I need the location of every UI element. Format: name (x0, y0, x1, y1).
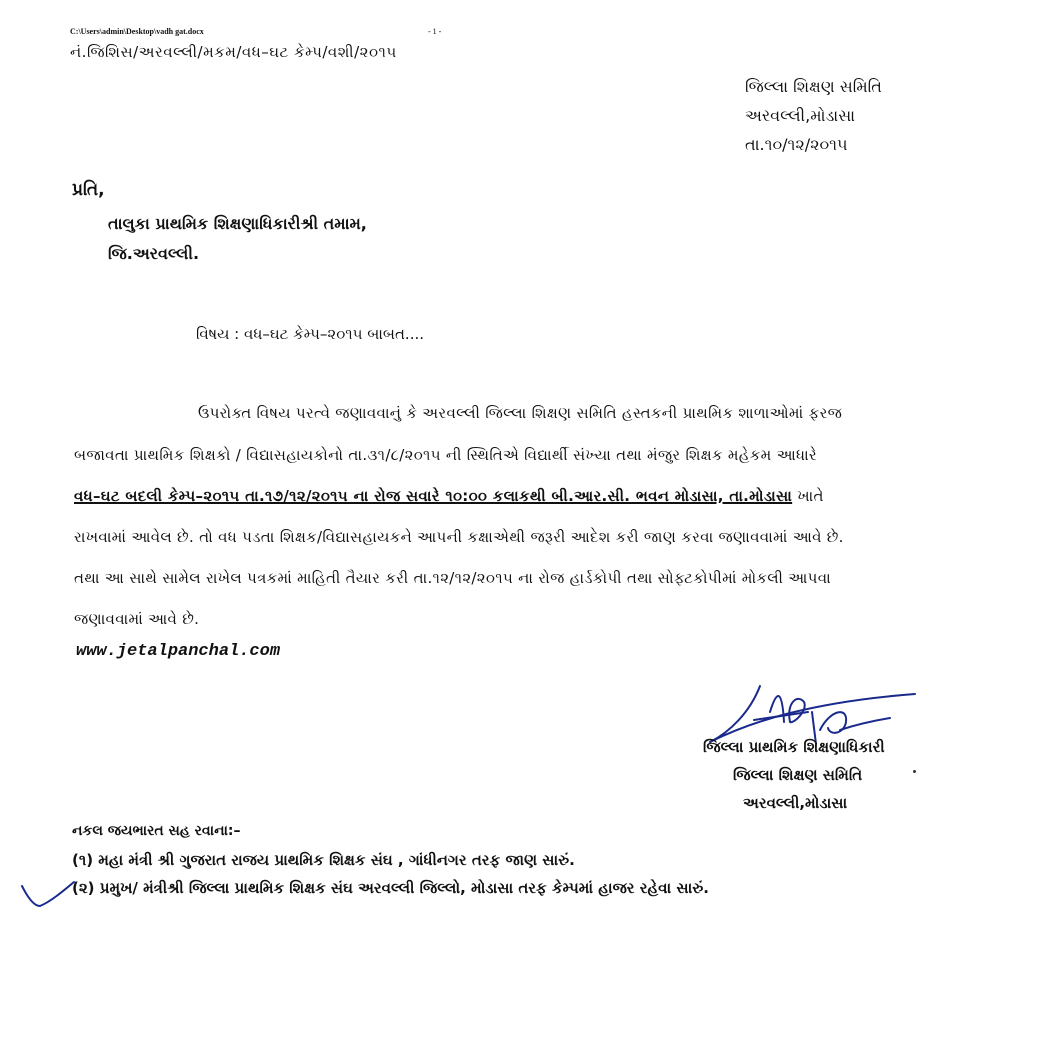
sender-office: જિલ્લા શિક્ષણ સમિતિ (745, 77, 882, 96)
recipient-line-2: જિ.અરવલ્લી. (108, 244, 200, 263)
signatory-place: અરવલ્લી,મોડાસા (743, 794, 848, 812)
sender-place: અરવલ્લી,મોડાસા (745, 106, 856, 125)
body-line-6: જણાવવામાં આવે છે. (74, 610, 200, 628)
signatory-designation: જિલ્લા પ્રાથમિક શિક્ષણાધિકારી (703, 738, 885, 756)
tick-mark-icon (18, 872, 78, 912)
letter-date: તા.૧૦/૧૨/૨૦૧૫ (745, 135, 848, 154)
body-line-4: રાખવામાં આવેલ છે. તો વધ પડતા શિક્ષક/વિદ્યાસહાયકને આપની કક્ષાએથી જરૂરી આદેશ કરી જાણ કરવા જણાવવામાં આવે છે. (74, 528, 844, 546)
letter-subject: વિષય : વધ–ઘટ કેમ્પ–૨૦૧૫ બાબત.... (196, 325, 424, 343)
body-line-3-rest: ખાતે (792, 487, 824, 505)
camp-details-highlight: વધ–ઘટ બદલી કેમ્પ–૨૦૧૫ તા.૧૭/૧૨/૨૦૧૫ ના રોજ સવારે ૧૦:૦૦ કલાકથી બી.આર.સી. ભવન મોડાસા, તા.મોડાસા (74, 487, 793, 505)
body-line-3 (74, 487, 824, 505)
copy-to-item-1: (૧) મહા મંત્રી શ્રી ગુજરાત રાજય પ્રાથમિક શિક્ષક સંઘ , ગાંધીનગર તરફ જાણ સારું. (72, 851, 575, 869)
recipient-line-1: તાલુકા પ્રાથમિક શિક્ષણાધિકારીશ્રી તમામ, (108, 214, 367, 233)
recipient-label: પ્રતિ, (72, 180, 105, 200)
ink-dot (913, 770, 916, 773)
copy-to-item-2: (૨) પ્રમુખ/ મંત્રીશ્રી જિલ્લા પ્રાથમિક શિક્ષક સંઘ અરવલ્લી જિલ્લો, મોડાસા તરફ કેમ્પમાં હાજર રહેવા સારું. (72, 879, 709, 897)
reference-number: નં.જિશિસ/અરવલ્લી/મકમ/વધ–ઘટ કેમ્પ/વશી/૨૦૧૫ (70, 43, 397, 61)
copy-to-heading: નકલ જયભારત સહ રવાના:– (72, 823, 241, 839)
sender-block (745, 72, 882, 159)
page-number: - 1 - (428, 27, 442, 36)
file-path-header: C:\Users\admin\Desktop\vadh gat.docx (70, 27, 204, 36)
body-line-1: ઉપરોક્ત વિષય પરત્વે જણાવવાનું કે અરવલ્લી જિલ્લા શિક્ષણ સમિતિ હસ્તકની પ્રાથમિક શાળાઓમાં ફરજ (198, 404, 843, 422)
body-line-5: તથા આ સાથે સામેલ રાખેલ પત્રકમાં માહિતી તૈયાર કરી તા.૧૨/૧૨/૨૦૧૫ ના રોજ હાર્ડકોપી તથા સોફ્ટકોપીમાં મોકલી આપવા (74, 569, 832, 587)
website-watermark: www.jetalpanchal.com (76, 642, 281, 661)
signatory-office: જિલ્લા શિક્ષણ સમિતિ (733, 766, 863, 784)
body-line-2: બજાવતા પ્રાથમિક શિક્ષકો / વિદ્યાસહાયકોનો તા.૩૧/૮/૨૦૧૫ ની સ્થિતિએ વિદ્યાર્થી સંખ્યા તથા મંજુર શિક્ષક મહેકમ આધારે (74, 446, 817, 464)
